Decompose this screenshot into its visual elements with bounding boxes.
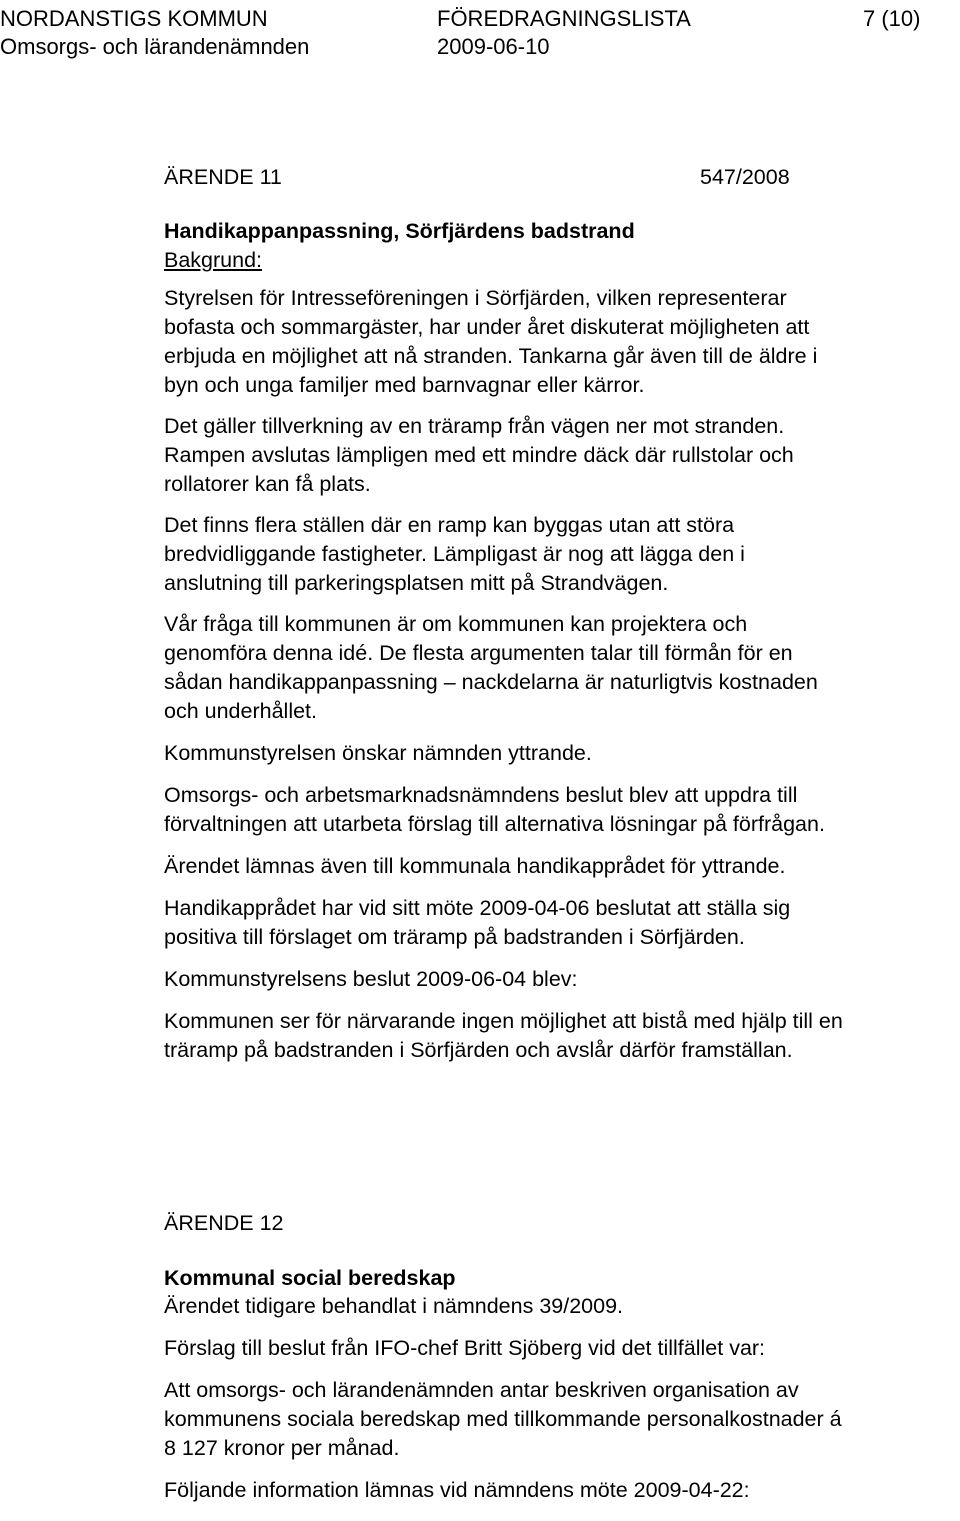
line: kommunens sociala beredskap med tillkommande personalkostnader á: [164, 1407, 842, 1431]
paragraph: [164, 1476, 956, 1505]
line: bredvidliggande fastigheter. Lämpligast är nog att lägga den i: [164, 542, 745, 566]
paragraph: [164, 284, 956, 400]
paragraph: [164, 511, 956, 598]
paragraph: [164, 852, 956, 881]
meeting-date: 2009-06-10: [437, 34, 550, 59]
paragraph: [164, 1007, 956, 1065]
line: förvaltningen att utarbeta förslag till alternativa lösningar på förfrågan.: [164, 812, 825, 836]
line: Det gäller tillverkning av en träramp från vägen ner mot stranden.: [164, 414, 785, 438]
board-name: Omsorgs- och lärandenämnden: [0, 34, 310, 59]
document-type: FÖREDRAGNINGSLISTA: [437, 6, 691, 31]
line: Att omsorgs- och lärandenämnden antar beskriven organisation av: [164, 1378, 799, 1402]
line: byn och unga familjer med barnvagnar eller kärror.: [164, 373, 645, 397]
line: 8 127 kronor per månad.: [164, 1436, 400, 1460]
line: sådan handikappanpassning – nackdelarna är naturligtvis kostnaden: [164, 670, 818, 694]
paragraph: [164, 1292, 956, 1321]
paragraph: [164, 412, 956, 499]
errand-11-number: 547/2008: [700, 165, 790, 189]
line: Kommunstyrelsens beslut 2009-06-04 blev:: [164, 967, 578, 991]
line: Rampen avslutas lämpligen med ett mindre däck där rullstolar och: [164, 443, 794, 467]
line: rollatorer kan få plats.: [164, 472, 371, 496]
line: Ärendet lämnas även till kommunala handikapprådet för yttrande.: [164, 854, 786, 878]
paragraph: [164, 781, 956, 839]
line: Kommunstyrelsen önskar nämnden yttrande.: [164, 741, 592, 765]
page-number: 7 (10): [863, 6, 921, 31]
line: anslutning till parkeringsplatsen mitt på Strandvägen.: [164, 571, 669, 595]
errand-11-body: [164, 284, 956, 1065]
line: träramp på badstranden i Sörfjärden och avslår därför framställan.: [164, 1038, 793, 1062]
org-name: NORDANSTIGS KOMMUN: [0, 6, 268, 31]
line: positiva till förslaget om träramp på badstranden i Sörfjärden.: [164, 925, 745, 949]
line: Styrelsen för Intresseföreningen i Sörfjärden, vilken representerar: [164, 286, 787, 310]
line: Omsorgs- och arbetsmarknadsnämndens beslut blev att uppdra till: [164, 783, 798, 807]
line: Det finns flera ställen där en ramp kan byggas utan att störa: [164, 513, 735, 537]
errand-12-label: ÄRENDE 12: [164, 1211, 284, 1235]
background-label: Bakgrund:: [164, 248, 263, 272]
line: Ärendet tidigare behandlat i nämndens 39/2009.: [164, 1294, 624, 1318]
line: och underhållet.: [164, 699, 317, 723]
paragraph: [164, 610, 956, 726]
paragraph: [164, 894, 956, 952]
paragraph: [164, 1376, 956, 1463]
paragraph: [164, 739, 956, 768]
line: genomföra denna idé. De flesta argumenten talar till förmån för en: [164, 641, 793, 665]
errand-12-body: [164, 1292, 956, 1505]
line: Förslag till beslut från IFO-chef Britt Sjöberg vid det tillfället var:: [164, 1336, 766, 1360]
line: Följande information lämnas vid nämndens möte 2009-04-22:: [164, 1478, 750, 1502]
paragraph: [164, 965, 956, 994]
line: bofasta och sommargäster, har under året diskuterat möjligheten att: [164, 315, 810, 339]
errand-11-title: Handikappanpassning, Sörfjärdens badstrand: [164, 219, 635, 243]
line: Kommunen ser för närvarande ingen möjlighet att bistå med hjälp till en: [164, 1009, 843, 1033]
errand-11-label: ÄRENDE 11: [164, 165, 282, 189]
paragraph: [164, 1334, 956, 1363]
errand-12-title: Kommunal social beredskap: [164, 1266, 456, 1290]
line: Vår fråga till kommunen är om kommunen kan projektera och: [164, 612, 748, 636]
line: erbjuda en möjlighet att nå stranden. Tankarna går även till de äldre i: [164, 344, 818, 368]
line: Handikapprådet har vid sitt möte 2009-04-06 beslutat att ställa sig: [164, 896, 791, 920]
